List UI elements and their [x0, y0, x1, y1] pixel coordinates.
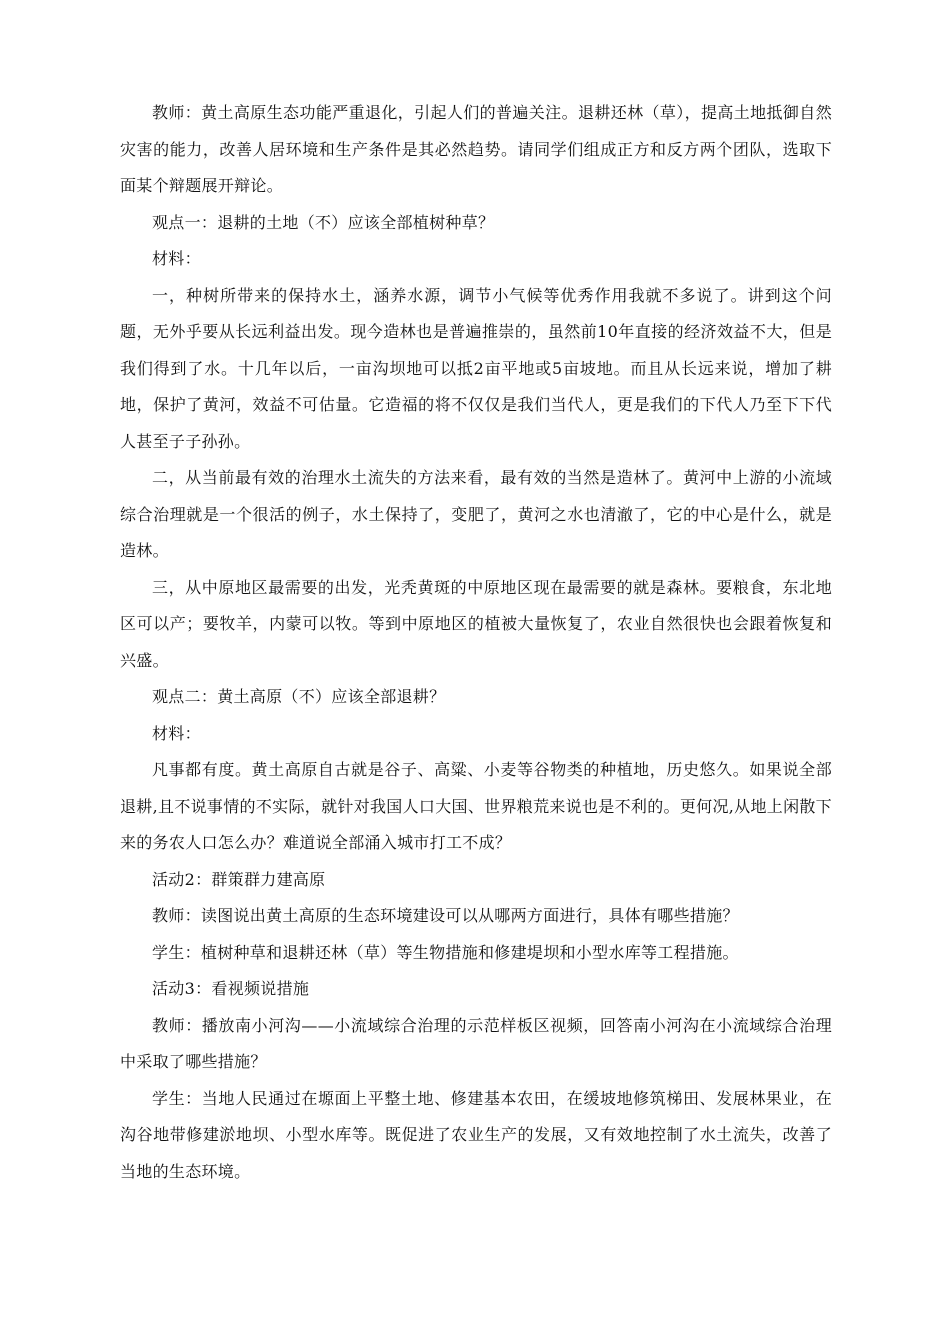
paragraph-teacher-intro: 教师：黄土高原生态功能严重退化，引起人们的普遍关注。退耕还林（草），提高土地抵御自然灾害的能力，改善人居环境和生产条件是其必然趋势。请同学们组成正方和反方两个团队，选取下面某个辩题展开辩论。 — [120, 103, 832, 195]
paragraph-activity-2-heading: 活动2：群策群力建高原 — [152, 869, 326, 889]
document-body — [120, 95, 832, 1190]
paragraph-activity-3-heading: 活动3：看视频说措施 — [152, 979, 310, 998]
paragraph-material-label-2: 材料： — [152, 723, 201, 743]
paragraph-activity-3-teacher: 教师：播放南小河沟——小流域综合治理的示范样板区视频，回答南小河沟在小流域综合治理中采取了哪些措施？ — [120, 1015, 832, 1071]
paragraph-material-point-3: 三，从中原地区最需要的出发，光秃黄斑的中原地区现在最需要的就是森林。要粮食，东北地区可以产；要牧羊，内蒙可以牧。等到中原地区的植被大量恢复了，农业自然很快也会跟着恢复和兴盛。 — [120, 577, 832, 670]
paragraph-activity-2-student: 学生：植树种草和退耕还林（草）等生物措施和修建堤坝和小型水库等工程措施。 — [152, 942, 739, 962]
paragraph-material-point-1: 一，种树所带来的保持水土，涵养水源，调节小气候等优秀作用我就不多说了。讲到这个问题，无外乎要从长远利益出发。现今造林也是普遍推崇的，虽然前10年直接的经济效益不大，但是我们得到了水。十几年以后，一亩沟坝地可以抵2亩平地或5亩坡地。而且从长远来说，增加了耕地，保护了黄河，效益不可估量。它造福的将不仅仅是我们当代人，更是我们的下代人乃至下下代人甚至子子孙孙。 — [120, 285, 832, 451]
paragraph-activity-2-teacher: 教师：读图说出黄土高原的生态环境建设可以从哪两方面进行，具体有哪些措施？ — [152, 906, 739, 925]
paragraph-viewpoint-one: 观点一：退耕的土地（不）应该全部植树种草？ — [152, 212, 495, 232]
paragraph-viewpoint-two: 观点二：黄土高原（不）应该全部退耕？ — [152, 687, 446, 706]
paragraph-material-label-1: 材料： — [152, 249, 201, 268]
paragraph-activity-3-student: 学生：当地人民通过在塬面上平整土地、修建基本农田，在缓坡地修筑梯田、发展林果业，在沟谷地带修建淤地坝、小型水库等。既促进了农业生产的发展，又有效地控制了水土流失，改善了当地的生态环境。 — [120, 1088, 832, 1181]
paragraph-material-moderation: 凡事都有度。黄土高原自古就是谷子、高粱、小麦等谷物类的种植地，历史悠久。如果说全部退耕,且不说事情的不实际，就针对我国人口大国、世界粮荒来说也是不利的。更何况,从地上闲散下来的务农人口怎么办？难道说全部涌入城市打工不成？ — [120, 760, 832, 852]
paragraph-material-point-2: 二，从当前最有效的治理水土流失的方法来看，最有效的当然是造林了。黄河中上游的小流域综合治理就是一个很活的例子，水土保持了，变肥了，黄河之水也清澈了，它的中心是什么，就是造林。 — [120, 468, 832, 560]
